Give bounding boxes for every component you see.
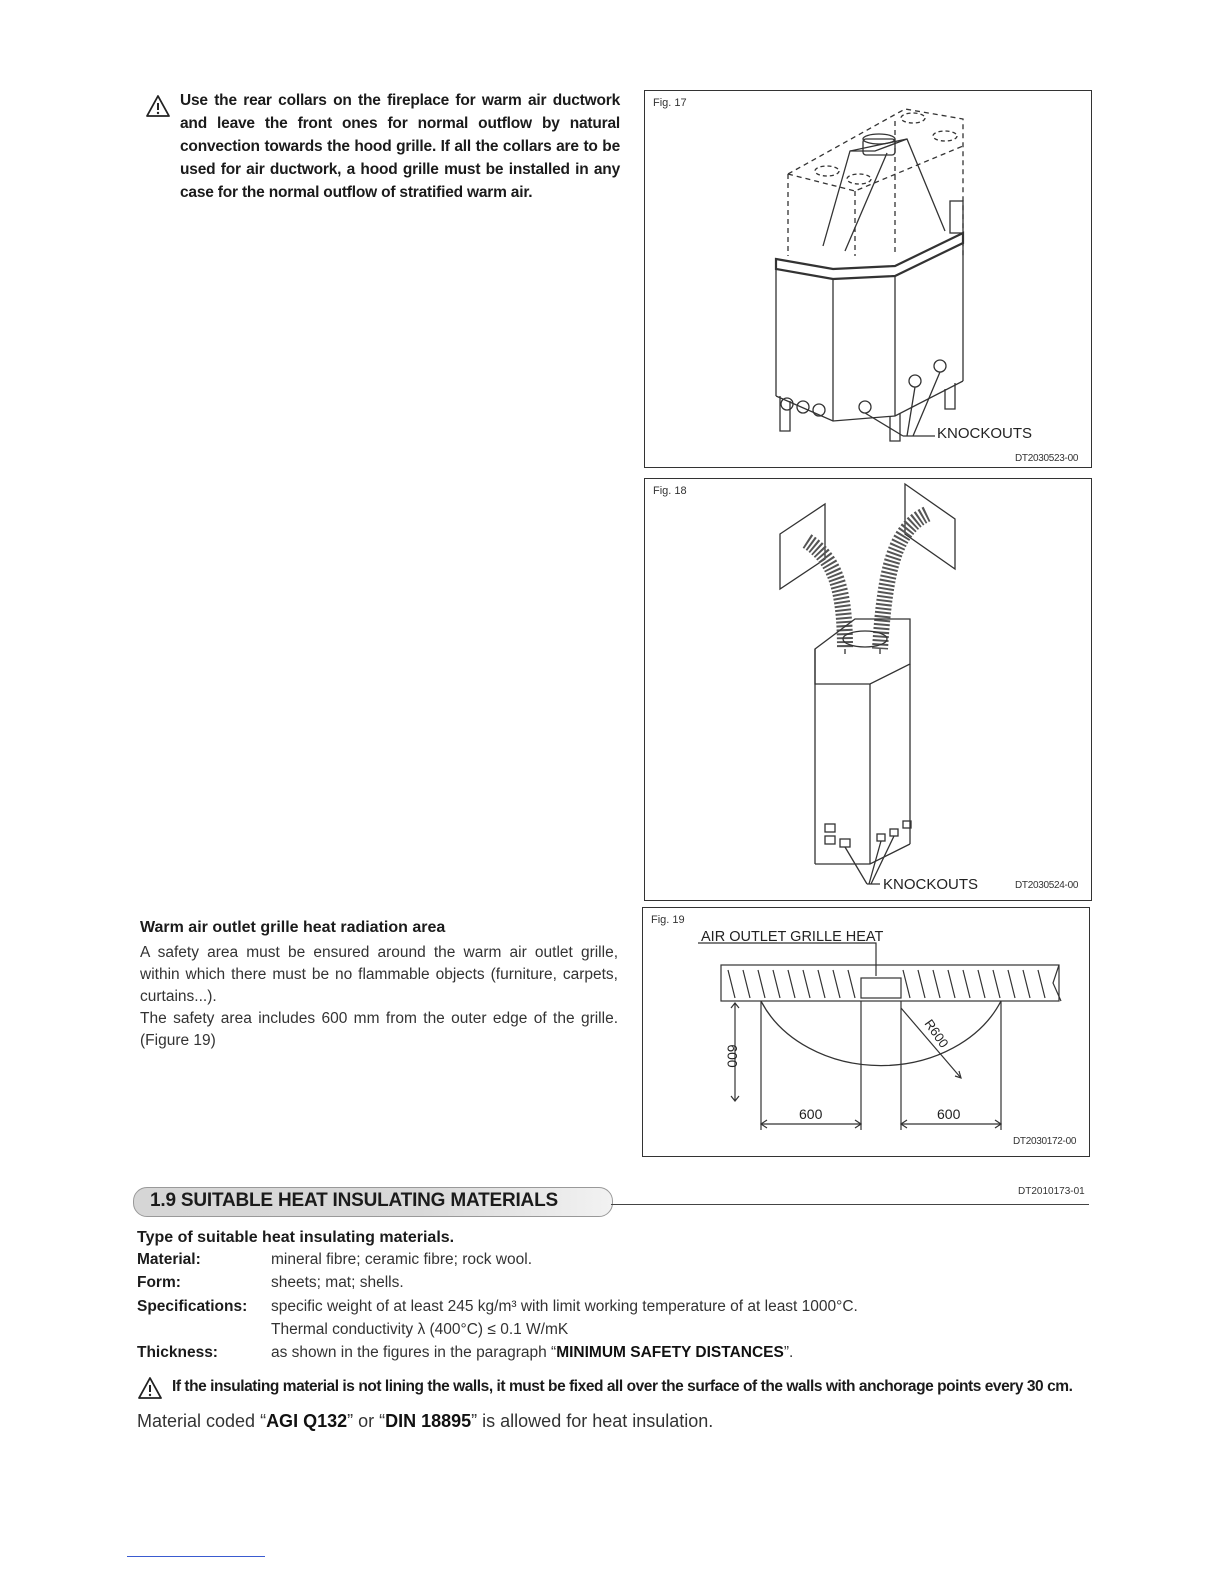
paragraph: The safety area includes 600 mm from the outer edge of the grille. (Figure 19)	[140, 1010, 618, 1049]
reference-title: MINIMUM SAFETY DISTANCES	[556, 1344, 784, 1361]
vertical-dimension: 600	[724, 1044, 741, 1068]
text: Material coded “	[137, 1411, 267, 1431]
figure-label: Fig. 19	[651, 914, 685, 926]
warning-icon	[137, 1376, 163, 1400]
spec-key: Specifications:	[137, 1298, 248, 1315]
radius-label: R600	[921, 1016, 952, 1051]
specs-title: Type of suitable heat insulating materials.	[137, 1229, 455, 1246]
spec-value: mineral fibre; ceramic fibre; rock wool.	[271, 1251, 532, 1268]
text: ” or “	[347, 1411, 386, 1431]
spec-value	[271, 1344, 793, 1362]
warning-text: Use the rear collars on the fireplace for warm air ductwork and leave the front ones for normal outflow by natural convection towards the hood grille. If all the collars are to be used for air ductwork, a hood grille must be installed in any case for the normal outflow of stratified warm air.	[180, 92, 620, 201]
spec-key: Material:	[137, 1251, 201, 1268]
right-dimension: 600	[937, 1106, 961, 1122]
grille-label: AIR OUTLET GRILLE HEAT	[701, 929, 884, 945]
spec-key: Thickness:	[137, 1344, 218, 1361]
warning-icon	[145, 94, 171, 118]
section-heading: Warm air outlet grille heat radiation area	[140, 919, 446, 936]
figure-label: Fig. 18	[653, 485, 687, 497]
footer-divider	[127, 1556, 265, 1557]
figure-19	[642, 907, 1090, 1157]
radiation-area-drawing	[643, 908, 1089, 1156]
left-dimension: 600	[799, 1106, 823, 1122]
knockouts-label: KNOCKOUTS	[937, 425, 1033, 442]
drawing-code: DT2030523-00	[1015, 453, 1079, 464]
ducted-fireplace-drawing	[645, 479, 1091, 900]
section-body	[140, 942, 618, 1052]
paragraph: A safety area must be ensured around the warm air outlet grille, within which there must be no flammable objects (furniture, carpets, curtains...).	[140, 944, 618, 1005]
spec-value: Thermal conductivity λ (400°C) ≤ 0.1 W/mK	[271, 1321, 569, 1338]
fireplace-knockouts-drawing	[645, 91, 1091, 467]
code-agi: AGI Q132	[266, 1411, 348, 1431]
spec-value: sheets; mat; shells.	[271, 1274, 404, 1291]
section-title: 1.9 SUITABLE HEAT INSULATING MATERIALS	[150, 1190, 558, 1211]
thickness-text-end: ”.	[783, 1344, 794, 1361]
text: ” is allowed for heat insulation.	[471, 1411, 714, 1431]
figure-18	[644, 478, 1092, 901]
drawing-code: DT2030524-00	[1015, 880, 1079, 891]
divider	[611, 1204, 1089, 1205]
section-code: DT2010173-01	[1018, 1186, 1085, 1197]
spec-value: specific weight of at least 245 kg/m³ with limit working temperature of at least 1000°C.	[271, 1298, 858, 1315]
allowed-materials-text	[137, 1411, 713, 1432]
code-din: DIN 18895	[385, 1411, 472, 1431]
figure-17	[644, 90, 1092, 468]
drawing-code: DT2030172-00	[1013, 1136, 1077, 1147]
spec-key: Form:	[137, 1274, 181, 1291]
figure-label: Fig. 17	[653, 97, 687, 109]
knockouts-label: KNOCKOUTS	[883, 876, 979, 893]
thickness-text: as shown in the figures in the paragraph “	[271, 1344, 557, 1361]
warning-text: If the insulating material is not lining the walls, it must be fixed all over the surface of the walls with anchorage points every 30 cm.	[172, 1378, 1073, 1395]
